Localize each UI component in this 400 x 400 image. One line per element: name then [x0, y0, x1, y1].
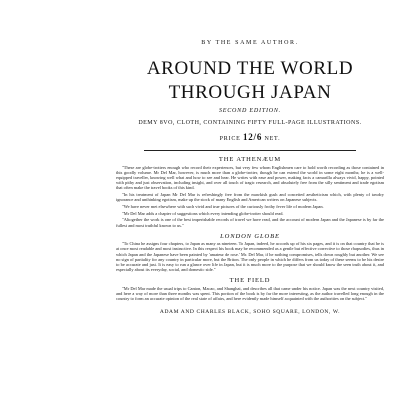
- review-paragraph: "In his treatment of Japan Mr Del Mar is refreshingly free from the mawkish gush and conceited aestheticism which, with plenty of tawdry ignorance and unthinking egotism, make up the stock of many English and American writers on Japanese subjects.: [116, 192, 384, 203]
- divider: [144, 150, 356, 151]
- review-paragraph: "To China he assigns four chapters, to Japan as many as nineteen. To Japan, indeed, he accords up of his six pages, and it is on that country that he is at once most readable and most instructive. In this respect his book may be recommended as a gentle but effective corrective to those rhapsodies, thus in which Japan and the Japanese have been painted by 'amateur de rose.' Mr. Del Mar, if he nothing compromises, tells down roughly but another. We see no sign of partiality for any country in particular more, but the Briton. The only people in which he differs from us today of these seems to be his desire to be accurate and just. It is easy to run a glance over life in Japan, but it is much more to the purpose that we should know the seen truth about it, and especially about its everyday, social, and domestic side.": [116, 241, 384, 273]
- review-source: LONDON GLOBE: [220, 232, 280, 240]
- review-athenaeum: [116, 156, 384, 228]
- review-the-field: [116, 277, 384, 301]
- book-title-line-2: THROUGH JAPAN: [168, 82, 332, 103]
- review-paragraph: "Altogether the work is one of the best imperishable records of travel we have read, and the account of modern Japan and the Japanese is by far the fullest and most truthful known to us.": [116, 217, 384, 228]
- review-paragraph: "Mr Del Mar adds a chapter of suggestions which every intending globe-trotter should read.: [122, 210, 284, 216]
- price-label: PRICE: [219, 136, 241, 142]
- advertisement: [116, 40, 384, 315]
- format-line: DEMY 8VO, CLOTH, CONTAINING FIFTY FULL-PAGE ILLUSTRATIONS.: [138, 120, 362, 126]
- price-value: 12/6: [242, 132, 263, 142]
- book-title-line-1: AROUND THE WORLD: [146, 58, 354, 79]
- review-london-globe: [116, 233, 384, 273]
- review-paragraph: "These are globe-trotters enough who record their experiences, but very few whom Englishmen care to hold worth recording as those contained in this goodly volume. Mr Del Mar, however, is much more than a globe-trotter, though he can extend the world in some eight months; he is a well-equipped traveller, knowing well what and how to see and hear. He writes with ease and power, making facts a camarilla always vivid, happy, pointed with pithy and just observation, including insight, and over all touch of tragic research, and absolutely free from the silly sentiment and trade egotism that often make the travel books of this kind.: [116, 164, 384, 191]
- review-paragraph: "Mr Del Mar made the usual trips to Canton, Macao, and Shanghai, and describes all that came under his notice. Japan was the next country visited, and here a way of more than three months was spent. This portion of the book is by far the more interesting, as the author travelled long enough in the country to form an accurate opinion of the real state of affairs, and here evidently made himself acquainted with the authorities on the subject.": [116, 285, 384, 302]
- edition-note: SECOND EDITION.: [218, 108, 281, 114]
- price-suffix: NET.: [264, 136, 281, 142]
- review-source: THE FIELD: [229, 277, 271, 285]
- by-line: BY THE SAME AUTHOR.: [201, 40, 299, 46]
- publisher-imprint: ADAM AND CHARLES BLACK, SOHO SQUARE, LONDON, W.: [159, 308, 341, 315]
- price-line: [116, 132, 384, 142]
- review-source: THE ATHENÆUM: [218, 156, 282, 163]
- review-paragraph: "We have never met elsewhere with such vivid and true pictures of the curiously frothy fever life of modern Japan.: [122, 203, 324, 209]
